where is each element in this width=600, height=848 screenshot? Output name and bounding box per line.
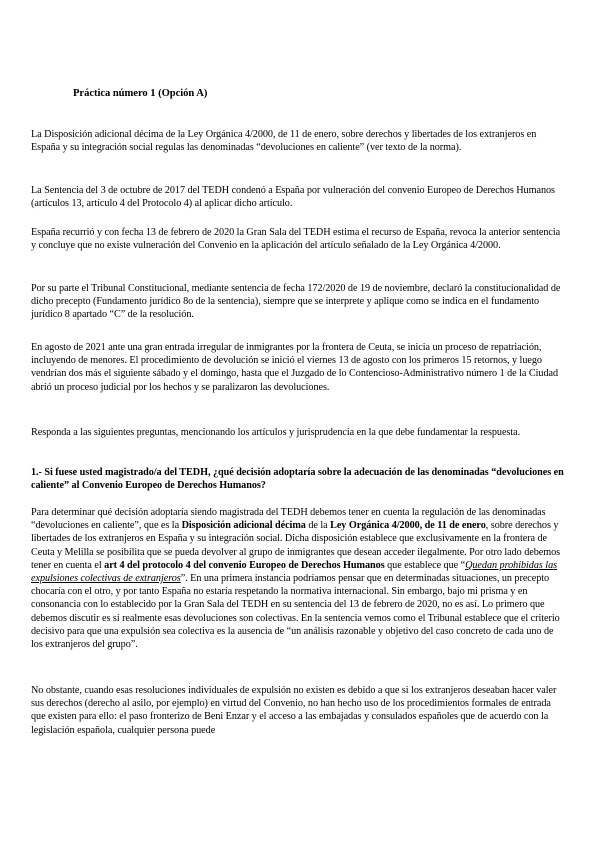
paragraph-no-obstante: No obstante, cuando esas resoluciones individuales de expulsión no existen es debido a que si los extranjeros deseaban hacer valer sus derechos (derecho al asilo, por ejemplo) en virtud del Convenio, no han hecho uso de los procedimientos formales de entrada que existen para ello: el paso fronterizo de Beni Enzar y el acceso a las embajadas y consulados españoles que de acuerdo con la legislación española, cualquier persona puede bbox=[31, 685, 557, 736]
paragraph-tribunal-constitucional: Por su parte el Tribunal Constitucional, mediante sentencia de fecha 172/2020 de 19 de noviembre, declaró la constitucionalidad de dicho precepto (Fundamento jurídico 8o de la sentencia), siempre que se interprete y aplique como se indica en el fundamento jurídico 8 apartado “C” de la resolución. bbox=[31, 283, 561, 321]
answer-bold-protocolo: art 4 del protocolo 4 del convenio Europeo de Derechos Humanos bbox=[104, 559, 385, 571]
paragraph-gran-sala: España recurrió y con fecha 13 de febrero de 2020 la Gran Sala del TEDH estima el recurso de España, revoca la anterior sentencia y concluye que no existe vulneración del Convenio en la aplicación del artículo señalado de la Ley Orgánica 4/2000. bbox=[31, 227, 561, 252]
answer-text: Para determinar qué decisión adoptaría siendo magistrada del TEDH debemos tener en cuenta la regulación de las denominadas “devoluciones en caliente”, que es la bbox=[31, 507, 546, 532]
answer-bold-ley: Ley Orgánica 4/2000, de 11 de enero bbox=[330, 520, 486, 532]
question-1: 1.- Si fuese usted magistrado/a del TEDH, ¿qué decisión adoptaría sobre la adecuación de las denominadas “devoluciones en caliente” al Convenio Europeo de Derechos Humanos? bbox=[31, 467, 564, 492]
answer-text: de la bbox=[305, 520, 331, 532]
answer-bold-disposicion: Disposición adicional décima bbox=[181, 520, 306, 532]
paragraph-instructions: Responda a las siguientes preguntas, mencionando los artículos y jurisprudencia en la que debe fundamentar la respuesta. bbox=[31, 427, 521, 438]
answer-text: ”. En una primera instancia podríamos pensar que en determinadas situaciones, un precepto chocaría con el otro, y por tanto España no estaría respetando la normativa internacional. Sin embargo, bajo mi prisma y en consonancia con lo establecido por la Gran Sala del TEDH en su sentencia del 13 de febrero de 2020, no es así. Lo primero que debemos discutir es si realmente esas devoluciones son colectivas. En la sentencia vemos como el Tribunal establece que el criterio decisivo para que una expulsión sea colectiva es la ausencia de “un análisis razonable y objetivo del caso concreto de cada uno de los extranjeros del grupo”. bbox=[31, 573, 560, 651]
paragraph-sentencia-2017: La Sentencia del 3 de octubre de 2017 del TEDH condenó a España por vulneración del convenio Europeo de Derechos Humanos (artículos 13, artículo 4 del Protocolo 4) al aplicar dicho artículo. bbox=[31, 185, 555, 210]
answer-text: , sobre derechos y libertades de los extranjeros en España y su integración social. Dicha disposición establece que exclusivamente en la frontera de Ceuta y Melilla se posibilita que se pueda devolver al grupo de inmigrantes que desean acceder ilegalmente. Por otro lado debemos tener en cuenta el bbox=[31, 520, 561, 571]
answer-quote-prohibidas: Quedan prohibidas las expulsiones colectivas de extranjeros bbox=[31, 559, 558, 585]
page-title: Práctica número 1 (Opción A) bbox=[73, 88, 208, 99]
answer-1-paragraph bbox=[31, 506, 567, 651]
answer-text: que establece que “ bbox=[384, 559, 466, 571]
paragraph-intro: La Disposición adicional décima de la Ley Orgánica 4/2000, de 11 de enero, sobre derechos y libertades de los extranjeros en España y su integración social regulas las denominadas “devoluciones en caliente” (ver texto de la norma). bbox=[31, 129, 537, 154]
paragraph-ceuta-2021: En agosto de 2021 ante una gran entrada irregular de inmigrantes por la frontera de Ceuta, se inicia un proceso de repatriación, incluyendo de menores. El procedimiento de devolución se inició el viernes 13 de agosto con los primeros 15 retornos, y luego vendrían dos más el siguiente sábado y el domingo, hasta que el Juzgado de lo Contencioso-Administrativo número 1 de la Ciudad abrió un proceso judicial por los hechos y se paralizaron las devoluciones. bbox=[31, 342, 559, 393]
